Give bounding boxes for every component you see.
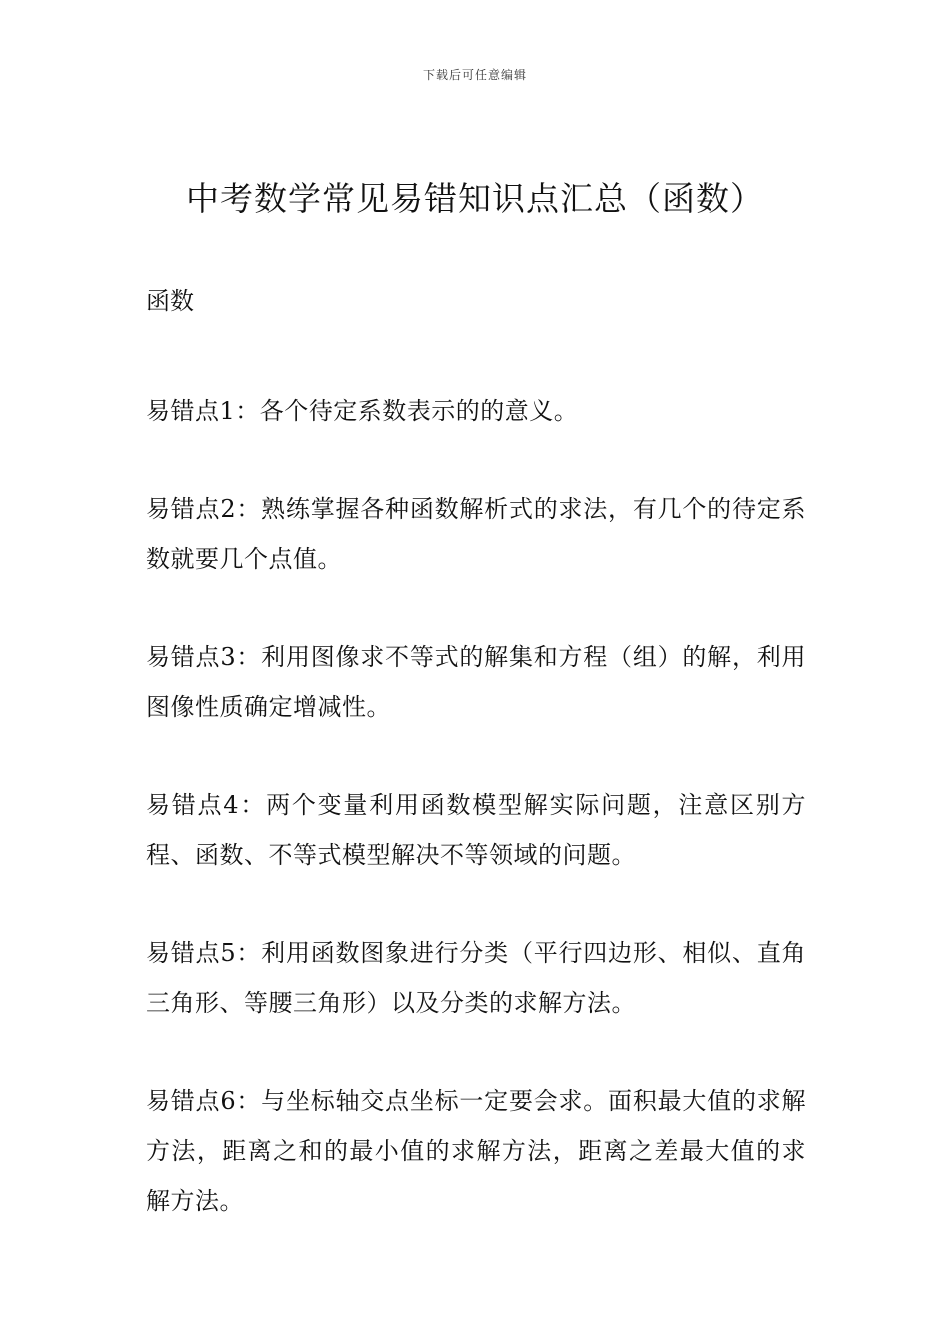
error-point-label: 易错点4：	[146, 791, 267, 819]
error-point-text: 与坐标轴交点坐标一定要会求。面积最大值的求解方法，距离之和的最小值的求解方法，距离之差最大值的求解方法。	[146, 1087, 807, 1215]
error-point-text: 熟练掌握各种函数解析式的求法，有几个的待定系数就要几个点值。	[146, 495, 807, 573]
error-point-label: 易错点3：	[146, 643, 262, 671]
error-point-label: 易错点6：	[146, 1087, 262, 1115]
error-point-text: 利用图像求不等式的解集和方程（组）的解，利用图像性质确定增减性。	[146, 643, 807, 721]
error-point-label: 易错点5：	[146, 939, 262, 967]
error-point-label: 易错点1：	[146, 397, 260, 425]
document-body	[146, 280, 806, 1274]
error-point-6	[146, 1076, 806, 1226]
error-point-5	[146, 928, 806, 1028]
error-point-2	[146, 484, 806, 584]
error-point-text: 两个变量利用函数模型解实际问题，注意区别方程、函数、不等式模型解决不等领域的问题。	[146, 791, 806, 869]
error-point-1	[146, 386, 806, 436]
error-point-label: 易错点2：	[146, 495, 262, 523]
error-point-3	[146, 632, 806, 732]
document-title: 中考数学常见易错知识点汇总（函数）	[186, 179, 764, 218]
error-point-4	[146, 780, 806, 880]
header-note: 下载后可任意编辑	[422, 68, 527, 82]
section-label: 函数	[146, 287, 194, 315]
error-point-text: 各个待定系数表示的的意义。	[259, 397, 579, 425]
error-point-text: 利用函数图象进行分类（平行四边形、相似、直角三角形、等腰三角形）以及分类的求解方法。	[146, 939, 807, 1017]
